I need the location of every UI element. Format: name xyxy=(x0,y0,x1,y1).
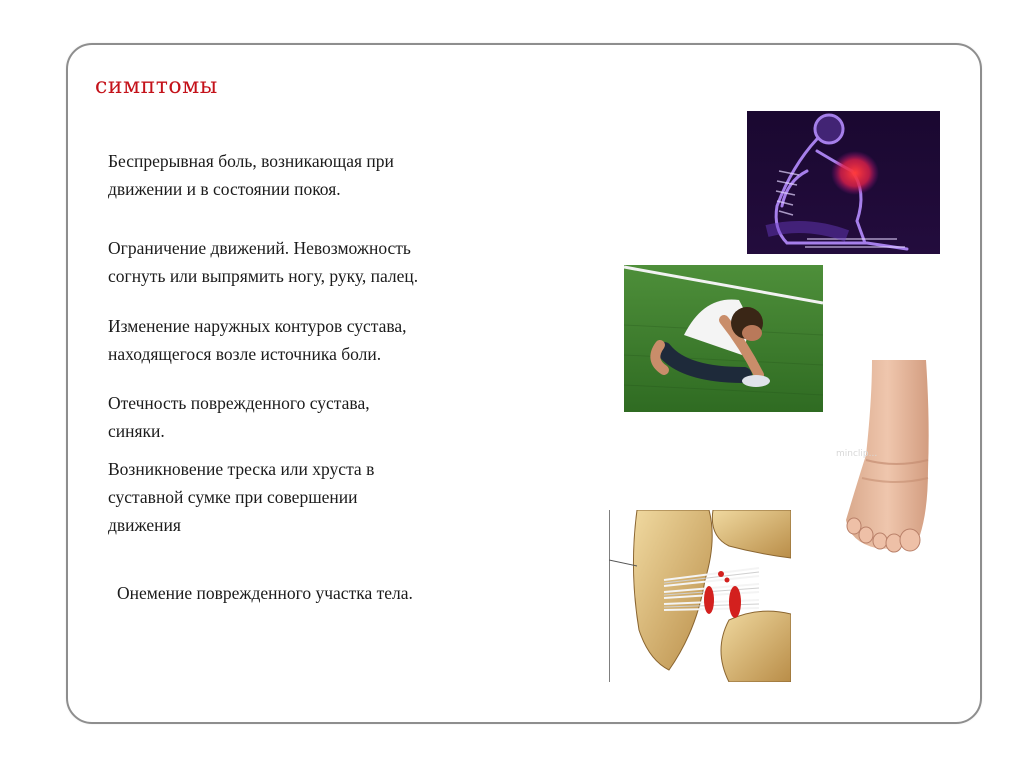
slide-title: симптомы xyxy=(95,74,218,99)
symptom-numbness: Онемение поврежденного участка тела. xyxy=(117,583,413,603)
xray-knee-pain-image xyxy=(747,111,940,254)
foot-watermark: minclip... xyxy=(836,449,878,459)
symptom-limited-movement: Ограничение движений. Невозможность согнуть или выпрямить ногу, руку, палец. xyxy=(108,238,419,286)
symptom-crackling: Возникновение треска или хруста в суставной сумке при совершении движения xyxy=(108,459,375,535)
athlete-on-grass-image xyxy=(624,265,823,412)
symptom-joint-contour-change: Изменение наружных контуров сустава, находящегося возле источника боли. xyxy=(108,316,407,364)
torn-ligament-image xyxy=(609,510,791,682)
symptom-swelling-bruises: Отечность поврежденного сустава, синяки. xyxy=(108,393,370,441)
symptom-pain: Беспрерывная боль, возникающая при движении и в состоянии покоя. xyxy=(108,151,394,199)
swollen-foot-image xyxy=(836,360,976,560)
